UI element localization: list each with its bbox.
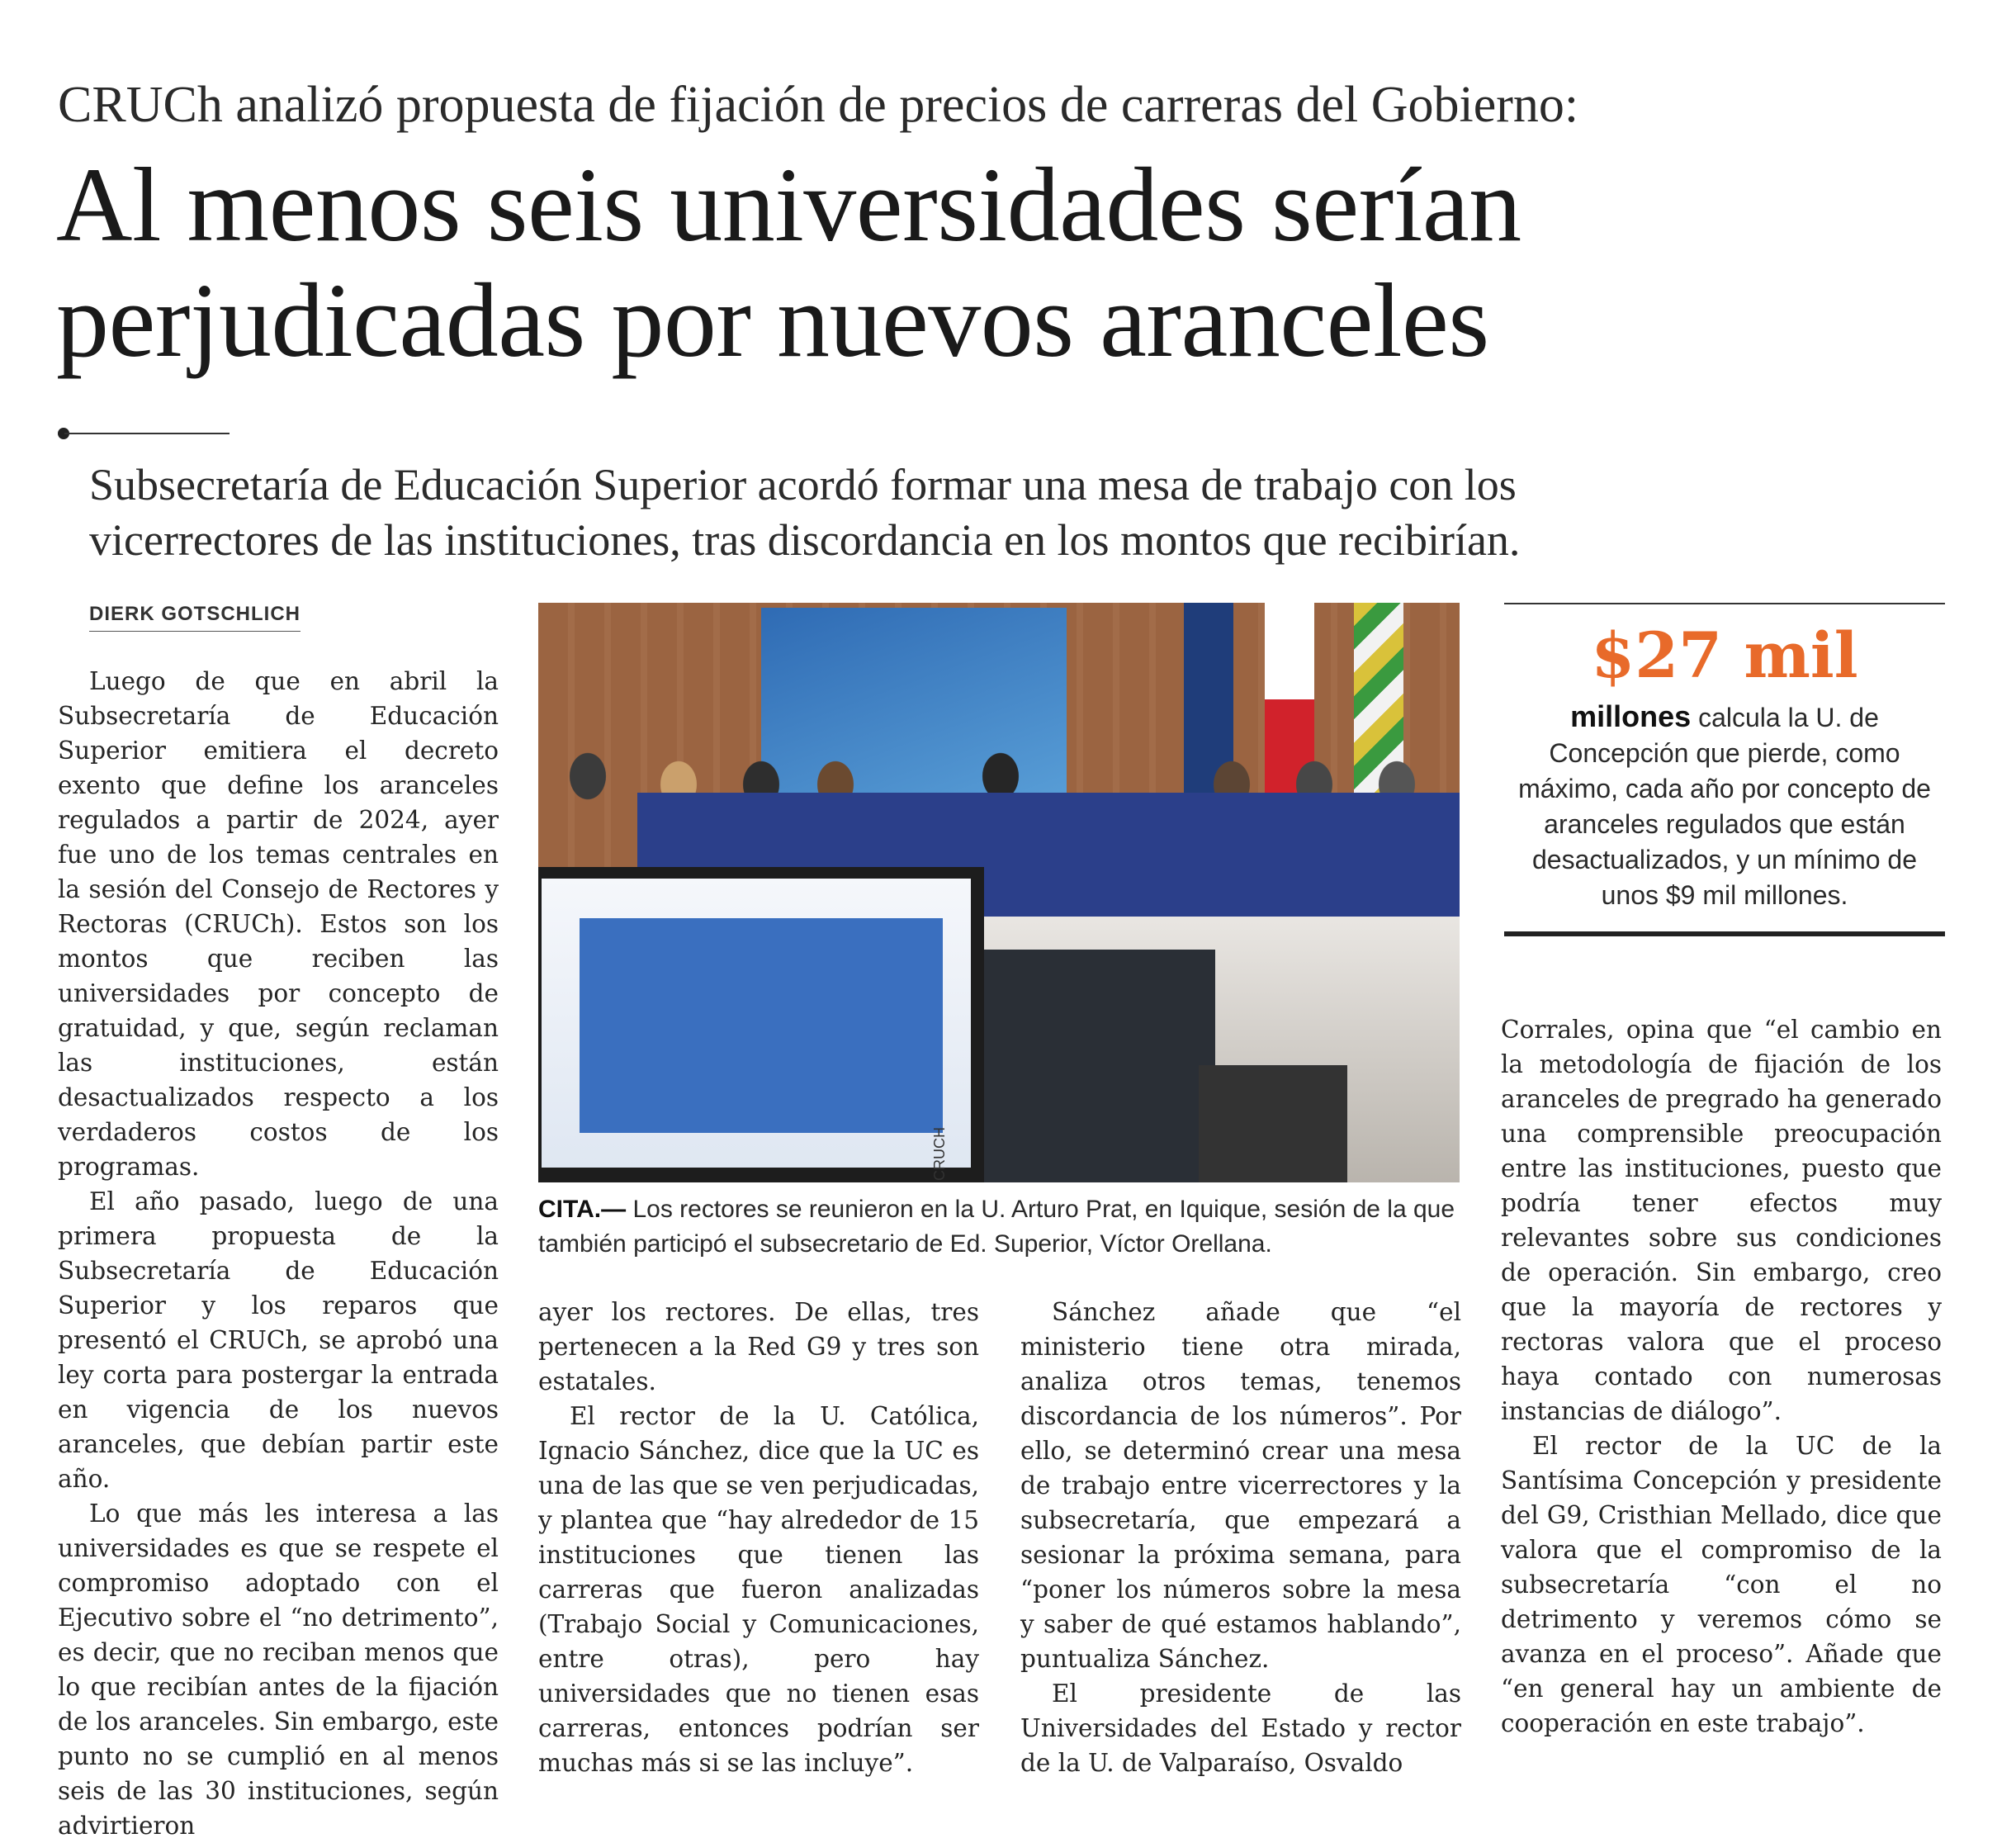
- paragraph: Corrales, opina que “el cambio en la metodología de fijación de los aranceles de pregrado ha generado una comprensible preocupación entre las instituciones, puesto que podría tener efectos muy relevantes sobre sus condiciones de operación. Sin embargo, creo que la mayoría de rectores y rectoras valora que el proceso haya contado con numerosas instancias de diálogo”.: [1501, 1016, 1942, 1425]
- column-3: [1020, 1295, 1461, 1780]
- paragraph: Sánchez añade que “el ministerio tiene otra mirada, analiza otros temas, tenemos discordancia de los números”. Por ello, se determinó crear una mesa de trabajo entre vicerrectores y la subsecretaría, que empezará a sesionar la próxima semana, para “poner los números sobre la mesa y saber de qué estamos hablando”, puntualiza Sánchez.: [1020, 1298, 1461, 1673]
- paragraph: El rector de la U. Católica, Ignacio Sánchez, dice que la UC es una de las que se ven perjudicadas, y plantea que “hay alrededor de 15 instituciones que tienen las carreras que fueron analizadas (Trabajo Social y Comunicaciones, entre otras), pero hay universidades que no tienen esas carreras, entonces podrían ser muchas más si se las incluye”.: [538, 1402, 979, 1777]
- stat-box-top-rule: [1504, 603, 1945, 604]
- stat-text: [1504, 699, 1945, 913]
- byline: DIERK GOTSCHLICH: [89, 603, 301, 632]
- headline-line-2: perjudicadas por nuevos aranceles: [56, 262, 1489, 379]
- photo-laptop: [1199, 1065, 1347, 1182]
- deck-line-1: Subsecretaría de Educación Superior acordó formar una mesa de trabajo con los: [89, 460, 1517, 509]
- stat-box-bottom-rule: [1504, 931, 1945, 936]
- paragraph: ayer los rectores. De ellas, tres pertenecen a la Red G9 y tres son estatales.: [538, 1298, 979, 1395]
- deck: [89, 457, 1930, 568]
- stat-number: $27 mil: [1591, 618, 1858, 692]
- photo-caption: [538, 1192, 1460, 1262]
- stat-lead: millones: [1570, 699, 1692, 733]
- paragraph: El año pasado, luego de una primera propuesta de la Subsecretaría de Educación Superior y los reparos que presentó el CRUCh, se aprobó una ley corta para postergar la entrada en vigencia de los nuevos aranceles, que debían partir este año.: [58, 1187, 499, 1493]
- photo-panel: [984, 950, 1215, 1182]
- paragraph: El presidente de las Universidades del Estado y rector de la U. de Valparaíso, Osvaldo: [1020, 1680, 1461, 1777]
- paragraph: Lo que más les interesa a las universidades es que se respete el compromiso adoptado con el Ejecutivo sobre el “no detrimento”, es decir, que no reciban menos que lo que recibían antes de la fijación de los aranceles. Sin embargo, este punto no se cumplió en al menos seis de las 30 instituciones, según advirtieron: [58, 1500, 499, 1840]
- photo-screen-chart: [580, 918, 943, 1133]
- paragraph: El rector de la UC de la Santísima Concepción y presidente del G9, Cristhian Mellado, dice que valora que el compromiso de la subsecretaría “con el no detrimento y veremos cómo se avanza en el proceso”. Añade que “en general hay un ambiente de cooperación en este trabajo”.: [1501, 1432, 1942, 1737]
- caption-text: Los rectores se reunieron en la U. Arturo Prat, en Iquique, sesión de la que también participó el subsecretario de Ed. Superior, Víctor Orellana.: [538, 1196, 1455, 1258]
- column-1: [58, 664, 499, 1843]
- caption-lead: CITA.—: [538, 1196, 627, 1223]
- news-photo: [538, 603, 1460, 1182]
- column-2: [538, 1295, 979, 1780]
- headline: [56, 147, 1980, 378]
- paragraph: Luego de que en abril la Subsecretaría de Educación Superior emitiera el decreto exento que define los aranceles regulados a partir de 2024, ayer fue uno de los temas centrales en la sesión del Consejo de Rectores y Rectoras (CRUCh). Estos son los montos que reciben las universidades por concepto de gratuidad, y que, según reclaman las instituciones, están desactualizados respecto a los verdaderos costos de los programas.: [58, 667, 499, 1181]
- kicker: CRUCh analizó propuesta de fijación de precios de carreras del Gobierno:: [58, 77, 1579, 133]
- stat-body: calcula la U. de Concepción que pierde, como máximo, cada año por concepto de aranceles regulados que están desactualizados, y un mínimo de unos $9 mil millones.: [1518, 703, 1931, 910]
- deck-line-2: vicerrectores de las instituciones, tras discordancia en los montos que recibirían.: [89, 515, 1521, 565]
- headline-line-1: Al menos seis universidades serían: [56, 146, 1521, 263]
- column-4: [1501, 1012, 1942, 1741]
- photo-credit: CRUCH: [931, 1127, 948, 1181]
- headline-rule: [64, 433, 230, 434]
